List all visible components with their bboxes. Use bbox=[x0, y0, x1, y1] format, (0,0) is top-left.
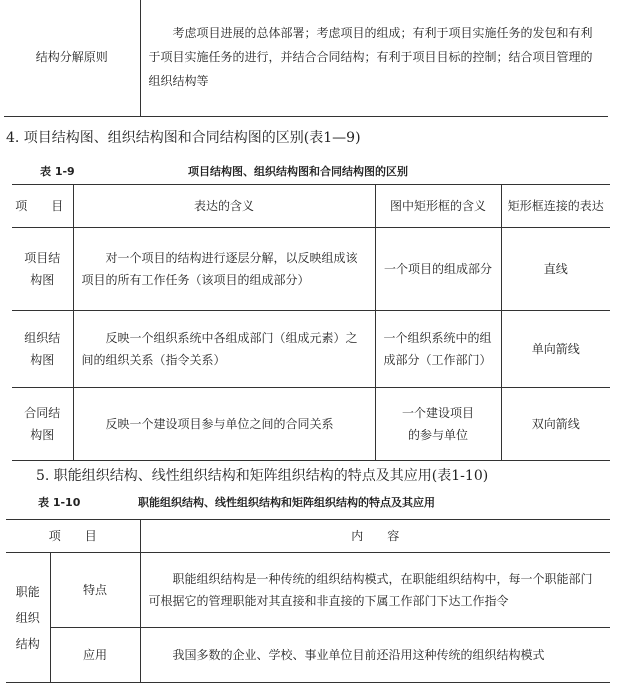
row-item: 组织结构图 bbox=[12, 311, 73, 388]
table-row bbox=[12, 388, 610, 461]
principles-label: 结构分解原则 bbox=[4, 0, 140, 116]
row-link: 双向箭线 bbox=[501, 388, 610, 461]
table-1-9 bbox=[12, 184, 610, 461]
table-row bbox=[6, 553, 610, 628]
row-meaning: 反映一个组织系统中各组成部门（组成元素）之间的组织关系（指令关系） bbox=[73, 311, 375, 388]
principles-table bbox=[4, 0, 608, 117]
row-item: 项目结构图 bbox=[12, 228, 73, 311]
section-5-heading: 5. 职能组织结构、线性组织结构和矩阵组织结构的特点及其应用(表1-10) bbox=[36, 468, 489, 484]
row-meaning: 对一个项目的结构进行逐层分解，以反映组成该项目的所有工作任务（该项目的组成部分） bbox=[73, 228, 375, 311]
row-meaning: 反映一个建设项目参与单位之间的合同关系 bbox=[73, 388, 375, 461]
table-1-10-title: 职能组织结构、线性组织结构和矩阵组织结构的特点及其应用 bbox=[138, 496, 435, 509]
row-link: 单向箭线 bbox=[501, 311, 610, 388]
row-box-meaning: 一个项目的组成部分 bbox=[375, 228, 501, 311]
table-1-10-number: 表 1-10 bbox=[38, 496, 81, 509]
section-4-heading: 4. 项目结构图、组织结构图和合同结构图的区别(表1—9) bbox=[6, 130, 361, 146]
table-1-10 bbox=[6, 519, 610, 683]
table-1-9-title: 项目结构图、组织结构图和合同结构图的区别 bbox=[188, 165, 408, 178]
column-header-content: 内 容 bbox=[140, 520, 610, 553]
row-content: 我国多数的企业、学校、事业单位目前还沿用这种传统的组织结构模式 bbox=[140, 628, 610, 683]
column-header: 表达的含义 bbox=[73, 185, 375, 228]
row-content: 职能组织结构是一种传统的组织结构模式，在职能组织结构中，每一个职能部门可根据它的管理职能对其直接和非直接的下属工作部门下达工作指令 bbox=[140, 553, 610, 628]
table-row bbox=[6, 628, 610, 683]
table-header-row bbox=[12, 185, 610, 228]
principles-content: 考虑项目进展的总体部署；考虑项目的组成；有利于项目实施任务的发包和有利于项目实施任务的进行，并结合合同结构；有利于项目目标的控制；结合项目管理的组织结构等 bbox=[140, 0, 608, 116]
row-label: 特点 bbox=[50, 553, 140, 628]
table-row bbox=[12, 228, 610, 311]
row-box-meaning: 一个组织系统中的组成部分（工作部门） bbox=[375, 311, 501, 388]
table-header-row bbox=[6, 520, 610, 553]
group-label: 职能组织结构 bbox=[6, 553, 50, 683]
row-item: 合同结构图 bbox=[12, 388, 73, 461]
row-box-meaning: 一个建设项目的参与单位 bbox=[375, 388, 501, 461]
column-header: 图中矩形框的含义 bbox=[375, 185, 501, 228]
row-link: 直线 bbox=[501, 228, 610, 311]
table-1-9-number: 表 1-9 bbox=[40, 165, 75, 178]
row-label: 应用 bbox=[50, 628, 140, 683]
column-header-item: 项 目 bbox=[6, 520, 140, 553]
column-header: 项 目 bbox=[12, 185, 73, 228]
column-header: 矩形框连接的表达 bbox=[501, 185, 610, 228]
table-row bbox=[12, 311, 610, 388]
